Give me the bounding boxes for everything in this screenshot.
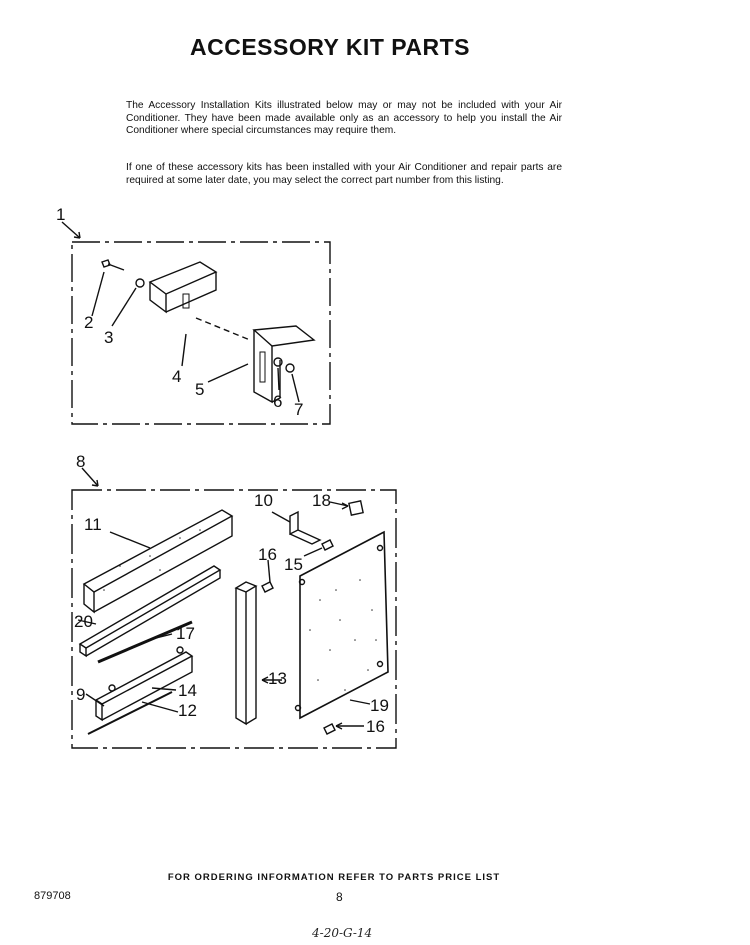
callout-19: 19 — [370, 696, 389, 715]
callout-2: 2 — [84, 313, 94, 332]
callout-16-lower: 16 — [366, 717, 385, 736]
kit1-washer — [136, 279, 144, 287]
kit2-vertical-bar — [236, 582, 256, 724]
callout-kit-8: 8 — [76, 452, 86, 471]
callout-11: 11 — [84, 515, 102, 534]
model-number: 879708 — [34, 890, 71, 902]
callout-6: 6 — [273, 392, 283, 411]
page-title: ACCESSORY KIT PARTS — [190, 34, 470, 60]
texture-dots — [103, 529, 377, 691]
kit2-wood-sill — [84, 510, 232, 612]
callout-16-upper: 16 — [258, 545, 277, 564]
kit2-pad — [349, 501, 363, 515]
callout-13: 13 — [268, 669, 287, 688]
intro-paragraph-1: The Accessory Installation Kits illustrated below may or may not be included with your Air Conditioner. They have been made available only as an accessory to help you install the Air Conditioner where special circumstances may require them. — [126, 100, 562, 136]
callout-20: 20 — [74, 612, 93, 631]
callout-5: 5 — [195, 380, 205, 399]
callout-7: 7 — [294, 400, 304, 419]
ordering-note: FOR ORDERING INFORMATION REFER TO PARTS PRICE LIST — [167, 872, 501, 883]
callout-18: 18 — [312, 491, 331, 510]
callout-12: 12 — [178, 701, 197, 720]
callout-10: 10 — [254, 491, 273, 510]
callout-kit-1: 1 — [56, 205, 66, 224]
handwritten-note: 4-20-G-14 — [312, 926, 373, 940]
callout-15: 15 — [284, 555, 303, 574]
intro-paragraph-2: If one of these accessory kits has been installed with your Air Conditioner and repair parts are required at some later date, you may select the correct part number from this listing. — [126, 162, 562, 186]
callout-4: 4 — [172, 367, 182, 386]
callout-3: 3 — [104, 328, 114, 347]
kit2-panel — [296, 532, 389, 718]
kit1-screw — [102, 260, 124, 270]
page-number: 8 — [336, 890, 343, 904]
callout-17: 17 — [176, 624, 195, 643]
callout-14: 14 — [178, 681, 197, 700]
kit1-mounting-bracket — [254, 326, 314, 402]
callout-9: 9 — [76, 685, 86, 704]
kit2-rail — [80, 566, 220, 656]
kit1-bracket-cover — [150, 262, 216, 312]
kit2-clip — [290, 512, 320, 544]
